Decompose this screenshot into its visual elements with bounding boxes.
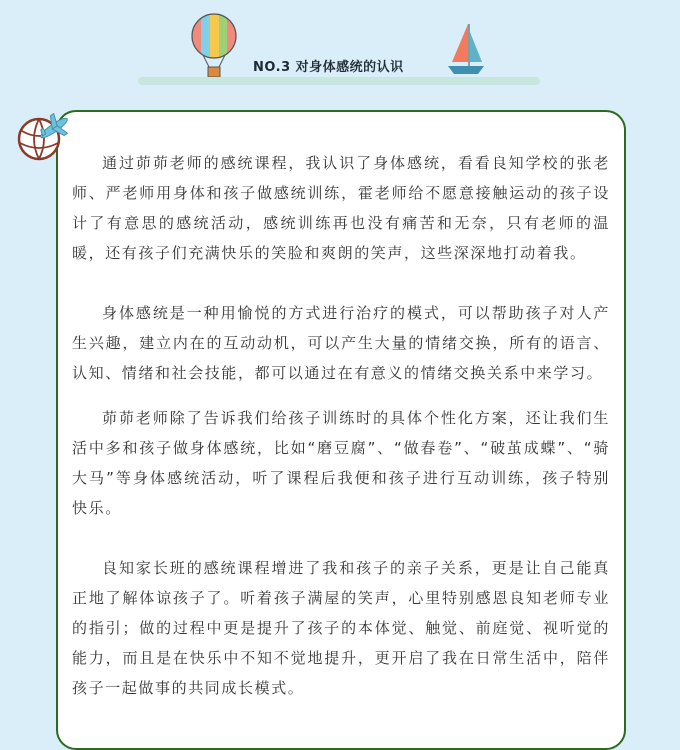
paragraph: 良知家长班的感统课程增进了我和孩子的亲子关系，更是让自己能真正地了解体谅孩子了。听着孩子满屋的笑声，心里特别感恩良知老师专业的指引；做的过程中更是提升了孩子的本体觉、触觉、前庭觉、视听觉的能力，而且是在快乐中不知不觉地提升，更开启了我在日常生活中，陪伴孩子一起做事的共同成长模式。 bbox=[72, 559, 610, 697]
section-header bbox=[0, 0, 680, 100]
header-underline bbox=[138, 77, 540, 85]
sailboat-icon bbox=[446, 22, 486, 78]
section-title: NO.3 对身体感统的认识 bbox=[253, 60, 404, 75]
article-body bbox=[72, 148, 610, 703]
paragraph: 通过茆茆老师的感统课程，我认识了身体感统，看看良知学校的张老师、严老师用身体和孩子做感统训练，霍老师给不愿意接触运动的孩子设计了有意思的感统活动，感统训练再也没有痛苦和无奈，只有老师的温暖，还有孩子们充满快乐的笑脸和爽朗的笑声，这些深深地打动着我。 bbox=[72, 154, 610, 262]
globe-airplane-icon bbox=[14, 113, 72, 165]
paragraph: 茆茆老师除了告诉我们给孩子训练时的具体个性化方案，还让我们生活中多和孩子做身体感统，比如“磨豆腐”、“做春卷”、“破茧成蝶”、“骑大马”等身体感统活动，听了课程后我便和孩子进行互动训练，孩子特别快乐。 bbox=[72, 409, 610, 517]
paragraph: 身体感统是一种用愉悦的方式进行治疗的模式，可以帮助孩子对人产生兴趣，建立内在的互动动机，可以产生大量的情绪交换，所有的语言、认知、情绪和社会技能，都可以通过在有意义的情绪交换关系中来学习。 bbox=[72, 304, 610, 382]
hot-air-balloon-icon bbox=[189, 12, 239, 80]
